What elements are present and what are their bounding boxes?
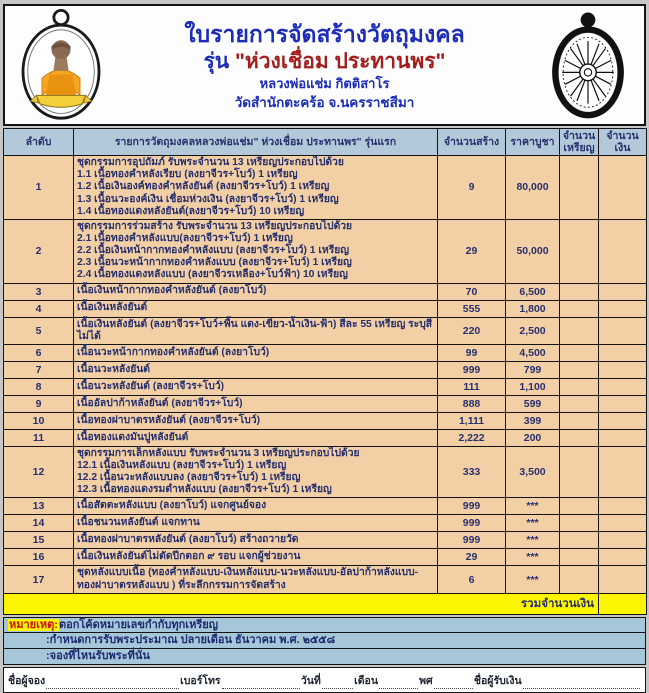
phone-label: เบอร์โทร <box>180 674 221 687</box>
row-coin-count <box>560 361 599 378</box>
table-row <box>4 412 647 429</box>
row-description <box>74 532 438 549</box>
row-line: เนื้อทองฝาบาตรหลังยันต์ (ลงยาจีวร+โบว์) <box>77 414 261 426</box>
yantra-amulet-icon <box>542 8 634 122</box>
booker-name-label: ชื่อผู้จอง <box>8 674 46 687</box>
row-number: 6 <box>4 344 74 361</box>
year-field <box>434 677 473 689</box>
row-line: 2.1 เนื้อทองคำหลังแบบ(ลงยาจีวร+โบว์) 1 เหรียญ <box>77 232 293 244</box>
row-description <box>74 344 438 361</box>
row-description <box>74 395 438 412</box>
row-number: 15 <box>4 532 74 549</box>
row-qty-made: 6 <box>438 566 506 593</box>
total-row <box>4 593 647 614</box>
header-text-block <box>117 20 532 110</box>
row-coin-count <box>560 515 599 532</box>
row-line: เนื้อเงินหน้ากากทองคำหลังยันต์ (ลงยาโบว์) <box>77 285 267 297</box>
col-header-price: ราคาบูชา <box>506 129 560 156</box>
table-row <box>4 219 647 283</box>
row-line: 1.4 เนื้อทองแดงหลังยันต์(ลงยาจีวร+โบว์) 10 เหรียญ <box>77 205 305 217</box>
row-line: เนื้อนวะหลังยันต์ <box>77 363 150 375</box>
booker-name-field <box>46 677 179 689</box>
row-qty-made: 999 <box>438 515 506 532</box>
row-number: 11 <box>4 429 74 446</box>
year-label: พศ <box>419 674 433 687</box>
row-amount <box>599 498 647 515</box>
row-line: 1.1 เนื้อทองคำหลังเรียบ (ลงยาจีวร+โบว์) 1 เหรียญ <box>77 169 298 181</box>
row-qty-made: 70 <box>438 283 506 300</box>
series-name: "ห่วงเชื่อม ประทานพร" <box>234 49 446 73</box>
row-line: 12.3 เนื้อทองแดงรมดำหลังแบบ (ลงยาจีวร+โบว์) 1 เหรียญ <box>77 484 332 496</box>
row-line: เนื้อสัตตะหลังแบบ (ลงยาโบว์) แจกศูนย์จอง <box>77 500 267 512</box>
row-number: 14 <box>4 515 74 532</box>
row-price: 4,500 <box>506 344 560 361</box>
signature-row <box>3 667 646 693</box>
row-price: *** <box>506 532 560 549</box>
amulet-front-medallion <box>5 6 117 124</box>
receiver-name-field <box>523 677 640 689</box>
row-price: 3,500 <box>506 446 560 498</box>
row-price: 50,000 <box>506 219 560 283</box>
row-coin-count <box>560 300 599 317</box>
row-price: 6,500 <box>506 283 560 300</box>
row-amount <box>599 549 647 566</box>
row-coin-count <box>560 378 599 395</box>
table-row <box>4 317 647 344</box>
row-amount <box>599 344 647 361</box>
row-qty-made: 555 <box>438 300 506 317</box>
row-description <box>74 515 438 532</box>
table-header-row <box>4 129 647 156</box>
row-qty-made: 9 <box>438 156 506 220</box>
total-amount-value <box>599 593 647 614</box>
row-line: 2.2 เนื้อเงินหน้ากากทองคำหลังแบบ (ลงยาจีวร+โบว์) 1 เหรียญ <box>77 245 350 257</box>
row-number: 16 <box>4 549 74 566</box>
table-row <box>4 344 647 361</box>
row-group-title: ชุดกรรมการร่วมสร้าง รับพระจำนวน 13 เหรียญประกอบไปด้วย <box>77 220 353 232</box>
row-coin-count <box>560 446 599 498</box>
table-row <box>4 532 647 549</box>
table-row <box>4 429 647 446</box>
row-amount <box>599 412 647 429</box>
row-price: 1,800 <box>506 300 560 317</box>
row-number: 5 <box>4 317 74 344</box>
row-group-title: ชุดกรรมการอุปถัมภ์ รับพระจำนวน 13 เหรียญประกอบไปด้วย <box>77 157 344 169</box>
row-price: 2,500 <box>506 317 560 344</box>
monk-photo-amulet-icon <box>13 8 109 122</box>
row-description <box>74 498 438 515</box>
row-description <box>74 361 438 378</box>
row-number: 4 <box>4 300 74 317</box>
row-amount <box>599 219 647 283</box>
row-line: เนื้อเงินหลังยันต์ไม่ตัดปีกตอก ๙ รอบ แจกผู้ช่วยงาน <box>77 551 301 563</box>
table-row <box>4 515 647 532</box>
row-line: เนื้อเงินหลังยันต์ <box>77 302 148 314</box>
row-coin-count <box>560 219 599 283</box>
row-price: *** <box>506 549 560 566</box>
table-row <box>4 361 647 378</box>
row-description <box>74 156 438 220</box>
row-line: เนื้อทองฝาบาตรหลังยันต์ (ลงยาโบว์) สร้างถวายวัด <box>77 534 299 546</box>
row-number: 7 <box>4 361 74 378</box>
row-price: 599 <box>506 395 560 412</box>
row-price: 799 <box>506 361 560 378</box>
row-amount <box>599 378 647 395</box>
table-row <box>4 395 647 412</box>
row-coin-count <box>560 395 599 412</box>
col-header-no: ลำดับ <box>4 129 74 156</box>
row-description <box>74 549 438 566</box>
row-amount <box>599 395 647 412</box>
col-header-coins: จำนวน เหรียญ <box>560 129 599 156</box>
page-title: ใบรายการจัดสร้างวัตถุมงคล <box>184 21 465 48</box>
table-row <box>4 378 647 395</box>
table-row <box>4 300 647 317</box>
table-row <box>4 566 647 593</box>
row-line: เนื้อทองแดงมันปูหลังยันต์ <box>77 431 189 443</box>
series-line <box>117 50 532 74</box>
items-table <box>3 128 647 615</box>
row-coin-count <box>560 156 599 220</box>
row-price: *** <box>506 498 560 515</box>
col-header-item: รายการวัตถุมงคลหลวงพ่อแช่ม" ห่วงเชื่อม ประทานพร" รุ่นแรก <box>74 129 438 156</box>
row-qty-made: 1,111 <box>438 412 506 429</box>
row-line: 2.4 เนื้อทองแดงหลังแบบ (ลงยาจีวรเหลือง+โบว์ฟ้า) 10 เหรียญ <box>77 269 348 281</box>
row-qty-made: 999 <box>438 361 506 378</box>
row-amount <box>599 566 647 593</box>
row-description <box>74 219 438 283</box>
row-line: 12.2 เนื้อนวะหลังแบบลง (ลงยาจีวร+โบว์) 1 เหรียญ <box>77 472 301 484</box>
temple-name: วัดสำนักตะคร้อ จ.นครราชสีมา <box>234 94 415 110</box>
row-number: 3 <box>4 283 74 300</box>
row-coin-count <box>560 283 599 300</box>
month-label: เดือน <box>354 674 379 687</box>
row-amount <box>599 317 647 344</box>
note-line-1 <box>4 618 645 634</box>
row-qty-made: 99 <box>438 344 506 361</box>
row-line: เนื้อนวะหน้ากากทองคำหลังยันต์ (ลงยาโบว์) <box>77 346 270 358</box>
row-number: 1 <box>4 156 74 220</box>
row-amount <box>599 532 647 549</box>
col-header-made: จำนวนสร้าง <box>438 129 506 156</box>
row-coin-count <box>560 412 599 429</box>
row-line: เนื้อนวะหลังยันต์ (ลงยาจีวร+โบว์) <box>77 380 225 392</box>
row-coin-count <box>560 566 599 593</box>
document-header <box>3 4 646 126</box>
row-line: 1.2 เนื้อเงินองค์ทองคำหลังยันต์ (ลงยาจีวร+โบว์) 1 เหรียญ <box>77 181 330 193</box>
day-field <box>322 677 353 689</box>
row-coin-count <box>560 549 599 566</box>
row-description <box>74 300 438 317</box>
note-tag: หมายเหตุ: <box>9 618 58 631</box>
row-description <box>74 446 438 498</box>
notes-section <box>3 617 646 665</box>
row-number: 12 <box>4 446 74 498</box>
row-line: เนื้อเงินหลังยันต์ (ลงยาจีวร+โบว์+พื้น แดง-เขียว-น้ำเงิน-ฟ้า) สีละ 55 เหรียญ ระบุสีไม่ได้ <box>77 318 433 342</box>
row-qty-made: 29 <box>438 219 506 283</box>
row-line: 12.1 เนื้อเงินหลังแบบ (ลงยาจีวร+โบว์) 1 เหรียญ <box>77 459 287 471</box>
note-line-2: :กำหนดการรับพระประมาณ ปลายเดือน ธันวาคม พ.ศ. ๒๕๕๘ <box>4 633 645 649</box>
row-amount <box>599 429 647 446</box>
row-coin-count <box>560 344 599 361</box>
phone-field <box>222 677 300 689</box>
col-header-amount: จำนวนเงิน <box>599 129 647 156</box>
series-prefix: รุ่น <box>203 49 230 73</box>
row-number: 17 <box>4 566 74 593</box>
row-amount <box>599 283 647 300</box>
row-price: *** <box>506 566 560 593</box>
row-amount <box>599 300 647 317</box>
row-coin-count <box>560 429 599 446</box>
row-qty-made: 999 <box>438 498 506 515</box>
row-qty-made: 999 <box>438 532 506 549</box>
row-qty-made: 888 <box>438 395 506 412</box>
row-qty-made: 2,222 <box>438 429 506 446</box>
row-number: 13 <box>4 498 74 515</box>
row-coin-count <box>560 317 599 344</box>
row-amount <box>599 156 647 220</box>
row-line: ชุดหลังแบบเนื้อ (ทองคำหลังแบบ-เงินหลังแบบ-นวะหลังแบบ-อัลปาก้าหลังแบบ-ทองฝาบาตรหลังแบบ ) ที่ระลึกกรรมการจัดสร้าง <box>77 567 419 591</box>
row-price: 1,100 <box>506 378 560 395</box>
row-description <box>74 412 438 429</box>
row-description <box>74 378 438 395</box>
month-field <box>379 677 418 689</box>
day-label: วันที่ <box>300 674 321 687</box>
row-price: *** <box>506 515 560 532</box>
row-qty-made: 111 <box>438 378 506 395</box>
table-row <box>4 156 647 220</box>
row-group-title: ชุดกรรมการเล็กหลังแบบ รับพระจำนวน 3 เหรียญประกอบไปด้วย <box>77 447 360 459</box>
row-price: 399 <box>506 412 560 429</box>
row-line: เนื้ออัลปาก้าหลังยันต์ (ลงยาจีวร+โบว์) <box>77 397 243 409</box>
row-line: 2.3 เนื้อนวะหน้ากากทองคำหลังแบบ (ลงยาจีวร+โบว์) 1 เหรียญ <box>77 257 352 269</box>
row-coin-count <box>560 498 599 515</box>
row-price: 200 <box>506 429 560 446</box>
table-row <box>4 283 647 300</box>
row-number: 9 <box>4 395 74 412</box>
row-qty-made: 220 <box>438 317 506 344</box>
table-row <box>4 446 647 498</box>
table-row <box>4 549 647 566</box>
amulet-back-medallion <box>532 6 644 124</box>
row-number: 10 <box>4 412 74 429</box>
row-description <box>74 283 438 300</box>
order-sheet <box>3 0 646 693</box>
row-qty-made: 29 <box>438 549 506 566</box>
table-row <box>4 498 647 515</box>
row-description <box>74 429 438 446</box>
total-amount-label: รวมจำนวนเงิน <box>4 593 599 614</box>
monk-name: หลวงพ่อแช่ม กิตติสาโร <box>259 76 390 92</box>
row-amount <box>599 361 647 378</box>
note-text-1: ตอกโค้ดหมายเลขกำกับทุกเหรียญ <box>58 618 219 631</box>
row-description <box>74 566 438 593</box>
row-number: 2 <box>4 219 74 283</box>
row-line: เนื้อชนวนหลังยันต์ แจกทาน <box>77 517 200 529</box>
row-description <box>74 317 438 344</box>
row-amount <box>599 515 647 532</box>
row-coin-count <box>560 532 599 549</box>
row-qty-made: 333 <box>438 446 506 498</box>
row-price: 80,000 <box>506 156 560 220</box>
row-line: 1.3 เนื้อนวะองค์เงิน เชื่อมห่วงเงิน (ลงยาจีวร+โบว์) 1 เหรียญ <box>77 193 339 205</box>
row-amount <box>599 446 647 498</box>
note-line-3: :จองที่ไหนรับพระที่นั่น <box>46 649 150 662</box>
row-number: 8 <box>4 378 74 395</box>
receiver-name-label: ชื่อผู้รับเงิน <box>473 674 522 687</box>
